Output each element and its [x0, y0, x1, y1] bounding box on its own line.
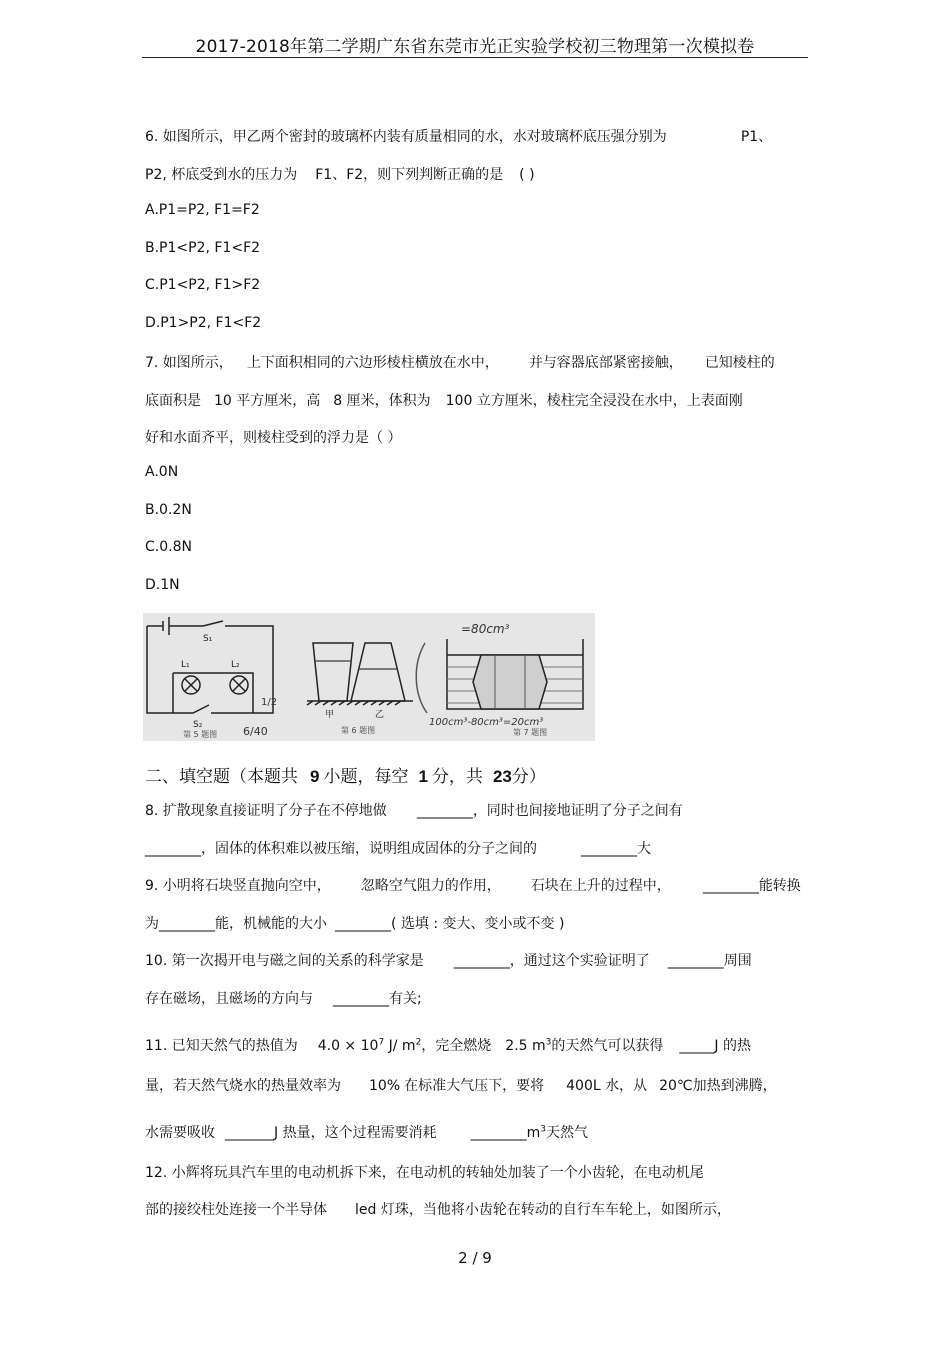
q7-stem-text-2: 上下面积相同的六边形棱柱横放在水中，	[246, 355, 499, 371]
q11-unit-exponent: 2	[415, 1037, 422, 1048]
q8-blank-1: ________，同时也间接地证明了分子之间有	[416, 803, 683, 819]
q11-unit: J/ m	[384, 1038, 416, 1054]
section-2-score-each: 1	[418, 767, 428, 786]
q8-line-1	[145, 800, 683, 820]
q8-stem-text: 8. 扩散现象直接证明了分子在不停地做	[145, 803, 387, 819]
q6-option-a: A.P1=P2, F1=F2	[145, 202, 260, 218]
q11-efficiency: 10%	[369, 1078, 401, 1094]
hexagonal-prism-icon	[473, 655, 547, 709]
fig5-label-l2: L₂	[231, 660, 240, 670]
q11-temperature: 20℃加热到沸腾，	[659, 1078, 777, 1094]
q9-blank-1: ________能转换	[702, 878, 801, 894]
q6-stem-symbol: P1、	[740, 129, 773, 145]
q11-volume-exponent: 3	[545, 1037, 552, 1048]
q7-stem-text-5: 底面积是	[145, 393, 201, 409]
scanned-figures	[143, 613, 595, 741]
q7-stem-text-3: 并与容器底部紧密接触，	[528, 355, 683, 371]
page-number: 2 / 9	[458, 1249, 492, 1267]
q7-option-c: C.0.8N	[145, 539, 192, 555]
fig7-caption: 第 7 题图	[513, 728, 548, 737]
handwritten-note-bottom: 100cm³-80cm³=20cm³	[429, 717, 544, 728]
q11-volume: 2.5 m	[505, 1038, 546, 1054]
q6-stem-text-2: P2, 杯底受到水的压力为	[145, 167, 298, 183]
q11-stem-text-4: 量，若天然气烧水的热量效率为	[145, 1078, 341, 1094]
section-2-text-c: 小题，每空	[323, 767, 409, 787]
q7-stem-text-8: 100 立方厘米，棱柱完全浸没在水中，上表面刚	[445, 393, 743, 409]
q7-option-a: A.0N	[145, 464, 179, 480]
q11-blank-3: ________m	[470, 1125, 541, 1141]
q10-line-1	[145, 950, 752, 970]
q7-stem-text: 7. 如图所示，	[145, 355, 233, 371]
q10-blank-1: ________，通过这个实验证明了	[453, 953, 650, 969]
q10-stem-text: 10. 第一次揭开电与磁之间的关系的科学家是	[145, 953, 424, 969]
q12-stem-text-2: led 灯珠，当他将小齿轮在转动的自行车车轮上，如图所示，	[355, 1202, 731, 1218]
q11-water-volume: 400L 水，从	[566, 1078, 648, 1094]
q11-stem-text-7: 天然气	[545, 1125, 588, 1141]
q11-stem-text-3: 的天然气可以获得	[551, 1038, 664, 1054]
q11-stem-text-6: 水需要吸收	[145, 1125, 215, 1141]
q6-stem-text: 6. 如图所示，甲乙两个密封的玻璃杯内装有质量相同的水，水对玻璃杯底压强分别为	[145, 129, 667, 145]
q6-line-1	[145, 126, 772, 146]
q8-blank-2: ________，固体的体积难以被压缩，说明组成固体的分子之间的	[145, 841, 537, 857]
q12-line-1: 12. 小辉将玩具汽车里的电动机拆下来，在电动机的转轴处加装了一个小齿轮，在电动机尾	[145, 1165, 704, 1181]
q7-stem-text-7: 8 厘米，体积为	[333, 393, 431, 409]
fig5-label-s2: S₂	[193, 720, 203, 730]
section-2-count: 9	[310, 767, 320, 786]
q10-stem-text-2: 存在磁场，且磁场的方向与	[145, 991, 313, 1007]
section-2-heading	[145, 762, 546, 787]
q6-option-c: C.P1<P2, F1>F2	[145, 277, 261, 293]
q9-line-1	[145, 875, 801, 895]
handwritten-note-top: =80cm³	[461, 622, 510, 636]
q9-line-2	[145, 913, 564, 933]
q7-stem-text-4: 已知棱柱的	[704, 355, 775, 371]
q11-line-2	[145, 1075, 777, 1095]
q9-stem-text-2: 忽略空气阻力的作用，	[360, 878, 501, 894]
fig5-label-l1: L₁	[181, 660, 190, 670]
q10-blank-3: ________有关;	[333, 991, 422, 1007]
q12-stem-text: 部的接绞柱处连接一个半导体	[145, 1202, 327, 1218]
q9-blank-3: ________( 选填 : 变大、变小或不变 )	[335, 916, 565, 932]
fig5-label-s1: S₁	[203, 634, 213, 644]
q6-option-d: D.P1>P2, F1<F2	[145, 315, 262, 331]
q9-blank-2: 为________能，机械能的大小	[145, 916, 327, 932]
q11-stem-text: 11. 已知天然气的热值为	[145, 1038, 298, 1054]
q6-answer-paren: ( )	[519, 167, 535, 183]
q11-stem-text-2: ，完全燃烧	[421, 1038, 492, 1054]
fig6-label-jia: 甲	[325, 710, 335, 720]
q11-line-1	[145, 1035, 751, 1055]
q7-line-3: 好和水面齐平，则棱柱受到的浮力是（ ）	[145, 430, 402, 446]
page-header-title: 2017-2018年第二学期广东省东莞市光正实验学校初三物理第一次模拟卷	[195, 37, 755, 57]
section-2-total: 23	[492, 767, 512, 786]
q10-line-2	[145, 988, 422, 1008]
section-2-text-a: 二、填空题（本题共	[145, 767, 298, 787]
handwritten-number: 6/40	[243, 725, 268, 738]
fig6-caption: 第 6 题图	[341, 726, 376, 735]
q11-heat-value: 4.0 × 10	[317, 1038, 379, 1054]
fig5-caption: 第 5 题图	[183, 730, 218, 739]
q6-stem-text-3: F1、F2，则下列判断正确的是	[315, 167, 504, 183]
q11-line-3	[145, 1122, 588, 1142]
header-rule	[142, 57, 808, 58]
section-2-text-g: 分）	[511, 767, 546, 787]
q8-blank-3: ________大	[581, 841, 651, 857]
q11-exponent: 7	[378, 1037, 385, 1048]
section-2-text-e: 分，共	[431, 767, 483, 787]
q9-stem-text-3: 石块在上升的过程中，	[530, 878, 671, 894]
q6-line-2	[145, 164, 535, 184]
q11-blank-3-exponent: 3	[540, 1124, 546, 1135]
q7-line-2	[145, 390, 743, 410]
q9-stem-text: 9. 小明将石块竖直抛向空中，	[145, 878, 331, 894]
q11-blank-2: _______J 热量，这个过程需要消耗	[225, 1125, 437, 1141]
q11-stem-text-5: 在标准大气压下，要将	[404, 1078, 545, 1094]
q12-line-2	[145, 1199, 731, 1219]
fig6-label-yi: 乙	[375, 710, 385, 720]
q7-option-d: D.1N	[145, 577, 180, 593]
q7-line-1	[145, 352, 775, 372]
q7-option-b: B.0.2N	[145, 502, 192, 518]
q6-option-b: B.P1<P2, F1<F2	[145, 240, 261, 256]
q8-line-2	[145, 838, 651, 858]
q11-blank-1: _____J 的热	[679, 1038, 751, 1054]
q10-blank-2: ________周围	[667, 953, 752, 969]
q7-stem-text-6: 10 平方厘米，高	[214, 393, 321, 409]
handwritten-fraction: 1/2	[261, 697, 278, 708]
